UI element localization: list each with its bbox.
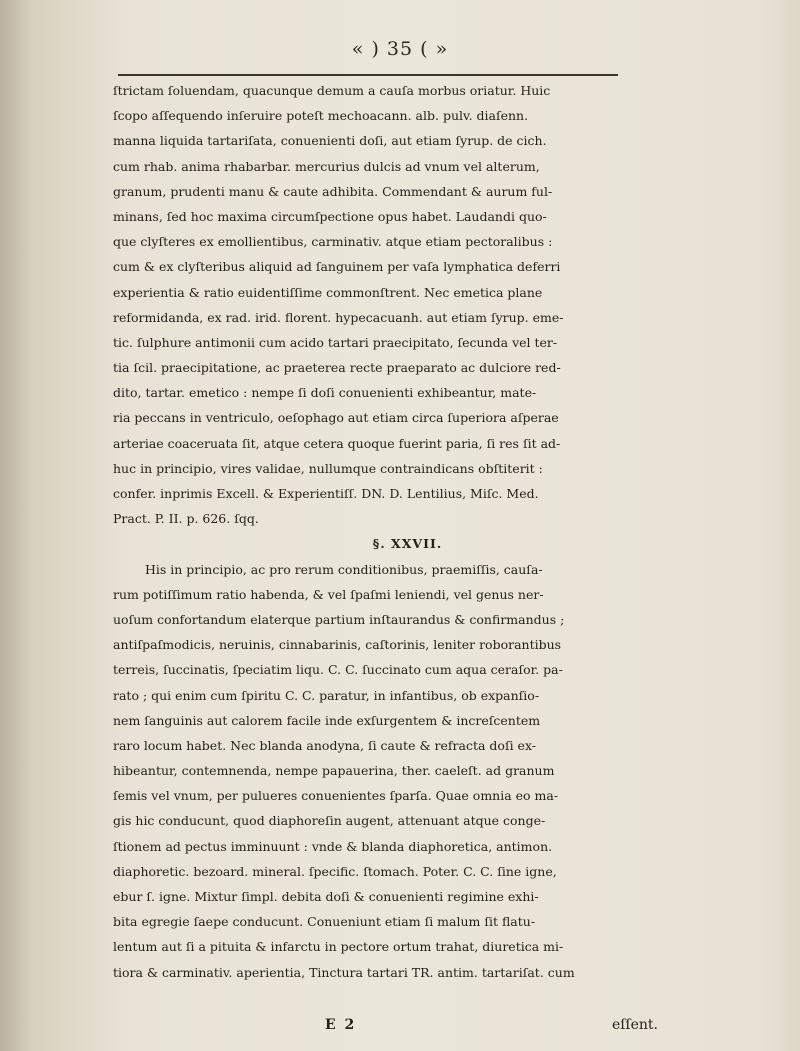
- page-header: « ) 35 ( »: [351, 38, 449, 60]
- text-line: ſtionem ad pectus imminuunt : vnde & blanda diaphoretica, antimon.: [113, 838, 553, 854]
- text-line: experientia & ratio euidentiſſime commonſtrent. Nec emetica plane: [113, 284, 543, 300]
- text-line: dito, tartar. emetico : nempe ſi doſi conuenienti exhibeantur, mate-: [113, 385, 537, 401]
- text-line: rum potiſſimum ratio habenda, & vel ſpaſmi leniendi, vel genus ner-: [113, 586, 544, 602]
- text-line: rato ; qui enim cum ſpiritu C. C. paratur, in infantibus, ob expanſio-: [113, 687, 540, 703]
- main-text: [113, 78, 658, 985]
- text-line: uoſum confortandum elaterque partium inſtaurandus & confirmandus ;: [113, 611, 565, 627]
- text-line: lentum aut ſi a pituita & infarctu in pectore ortum trahat, diuretica mi-: [113, 939, 564, 955]
- text-line: minans, ſed hoc maxima circumſpectione opus habet. Laudandi quo-: [113, 208, 547, 224]
- section-heading: §. XXVII.: [372, 536, 443, 552]
- text-line: gis hic conducunt, quod diaphoreſin augent, attenuant atque conge-: [113, 813, 546, 829]
- text-line: arteriae coaceruata ſit, atque cetera quoque fuerint paria, ſi res ſit ad-: [113, 435, 561, 451]
- text-line: tia ſcil. praecipitatione, ac praeterea recte praeparato ac dulciore red-: [113, 360, 561, 376]
- text-line: terreis, ſuccinatis, ſpeciatim liqu. C. C. ſuccinato cum aqua ceraſor. pa-: [113, 662, 563, 678]
- text-line: raro locum habet. Nec blanda anodyna, ſi caute & refracta doſi ex-: [113, 737, 537, 753]
- signature-mark: E 2: [325, 1017, 357, 1033]
- text-line: cum & ex clyſteribus aliquid ad ſanguinem per vaſa lymphatica deferri: [113, 259, 561, 275]
- text-line: hibeantur, contemnenda, nempe papauerina, ther. caeleſt. ad granum: [113, 763, 555, 779]
- catchword: eſſent.: [611, 1017, 658, 1033]
- text-line: ebur ſ. igne. Mixtur ſimpl. debita doſi & conuenienti regimine exhi-: [113, 889, 539, 904]
- header-rule: [118, 74, 618, 76]
- text-line: nem ſanguinis aut calorem facile inde exſurgentem & increſcentem: [113, 712, 541, 728]
- text-line: cum rhab. anima rhabarbar. mercurius dulcis ad vnum vel alterum,: [113, 158, 540, 174]
- text-line: ſcopo aſſequendo inſeruire poteſt mechoacann. alb. pulv. diaſenn.: [113, 108, 529, 124]
- text-line: tic. ſulphure antimonii cum acido tartari praecipitato, ſecunda vel ter-: [113, 334, 558, 350]
- text-line: His in principio, ac pro rerum conditionibus, praemiſſis, cauſa-: [145, 561, 543, 577]
- text-line: tiora & carminativ. aperientia, Tinctura tartari TR. antim. tartariſat. cum: [113, 964, 575, 980]
- text-line: confer. inprimis Excell. & Experientiſſ. DN. D. Lentilius, Miſc. Med.: [113, 486, 539, 501]
- text-line: reformidanda, ex rad. irid. florent. hypecacuanh. aut etiam ſyrup. eme-: [113, 309, 564, 325]
- text-line: bita egregie ſaepe conducunt. Conueniunt etiam ſi malum ſit flatu-: [113, 914, 536, 930]
- text-line: Pract. P. II. p. 626. ſqq.: [113, 511, 259, 527]
- text-line: ſtrictam ſoluendam, quacunque demum a cauſa morbus oriatur. Huic: [113, 83, 551, 98]
- text-line: diaphoretic. bezoard. mineral. ſpecific. ſtomach. Poter. C. C. ſine igne,: [113, 863, 557, 879]
- text-line: ria peccans in ventriculo, oeſophago aut etiam circa ſuperiora aſperae: [113, 410, 559, 426]
- text-line: huc in principio, vires validae, nullumque contraindicans obſtiterit :: [113, 460, 543, 476]
- text-line: ſemis vel vnum, per pulueres conuenientes ſparſa. Quae omnia eo ma-: [113, 788, 559, 804]
- text-line: manna liquida tartariſata, conuenienti doſi, aut etiam ſyrup. de cich.: [113, 133, 547, 149]
- text-line: que clyſteres ex emollientibus, carminativ. atque etiam pectoralibus :: [113, 234, 553, 250]
- text-line: granum, prudenti manu & caute adhibita. Commendant & aurum ful-: [113, 183, 553, 199]
- page-gutter-shadow: [0, 0, 32, 1051]
- text-line: antiſpaſmodicis, neruinis, cinnabarinis, caſtorinis, leniter roborantibus: [113, 637, 562, 653]
